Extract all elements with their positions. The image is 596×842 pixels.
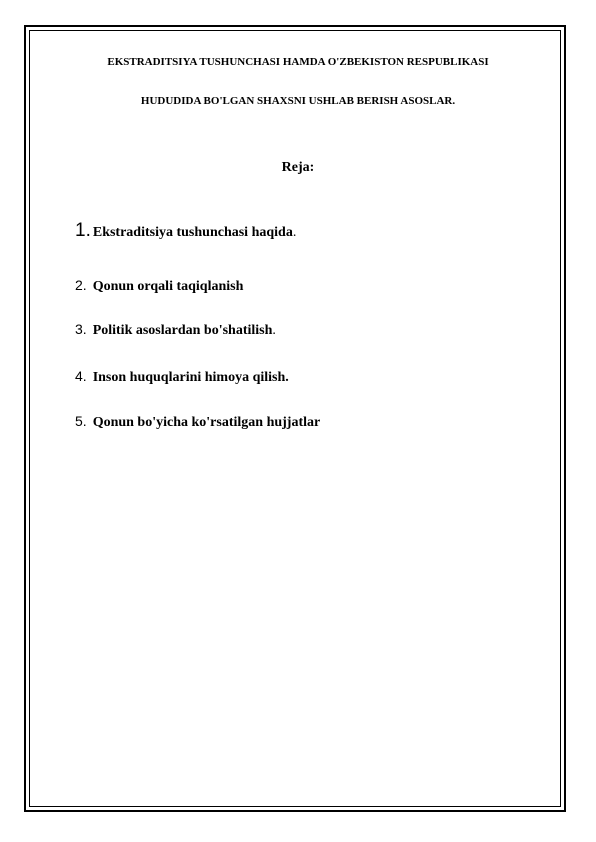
plan-item-text: Inson huquqlarini himoya qilish. xyxy=(92,370,289,385)
plan-item-number: 3. xyxy=(75,321,87,337)
plan-item-trail: . xyxy=(272,323,276,338)
plan-item-number: 5. xyxy=(75,413,87,429)
plan-item-number: 2. xyxy=(75,277,87,293)
document-title-line-2: HUDUDIDA BO'LGAN SHAXSNI USHLAB BERISH ASOSLAR. xyxy=(140,95,456,107)
document-title-line-1: EKSTRADITSIYA TUSHUNCHASI HAMDA O'ZBEKISTON RESPUBLIKASI xyxy=(107,56,489,68)
plan-item-text: Qonun bo'yicha ko'rsatilgan hujjatlar xyxy=(92,415,321,430)
plan-heading: Reja: xyxy=(281,160,315,175)
plan-item-trail: . xyxy=(292,225,297,240)
plan-item-1 xyxy=(75,220,296,242)
plan-item-2 xyxy=(75,277,243,295)
plan-item-5 xyxy=(75,413,320,431)
plan-item-3 xyxy=(75,321,276,339)
plan-item-text: Qonun orqali taqiqlanish xyxy=(92,279,244,294)
plan-item-text: Politik asoslardan bo'shatilish xyxy=(92,323,273,338)
plan-item-number: 4. xyxy=(75,368,87,384)
plan-item-text: Ekstraditsiya tushunchasi haqida xyxy=(92,225,293,240)
plan-item-4 xyxy=(75,368,289,386)
plan-item-number: 1. xyxy=(75,220,91,241)
